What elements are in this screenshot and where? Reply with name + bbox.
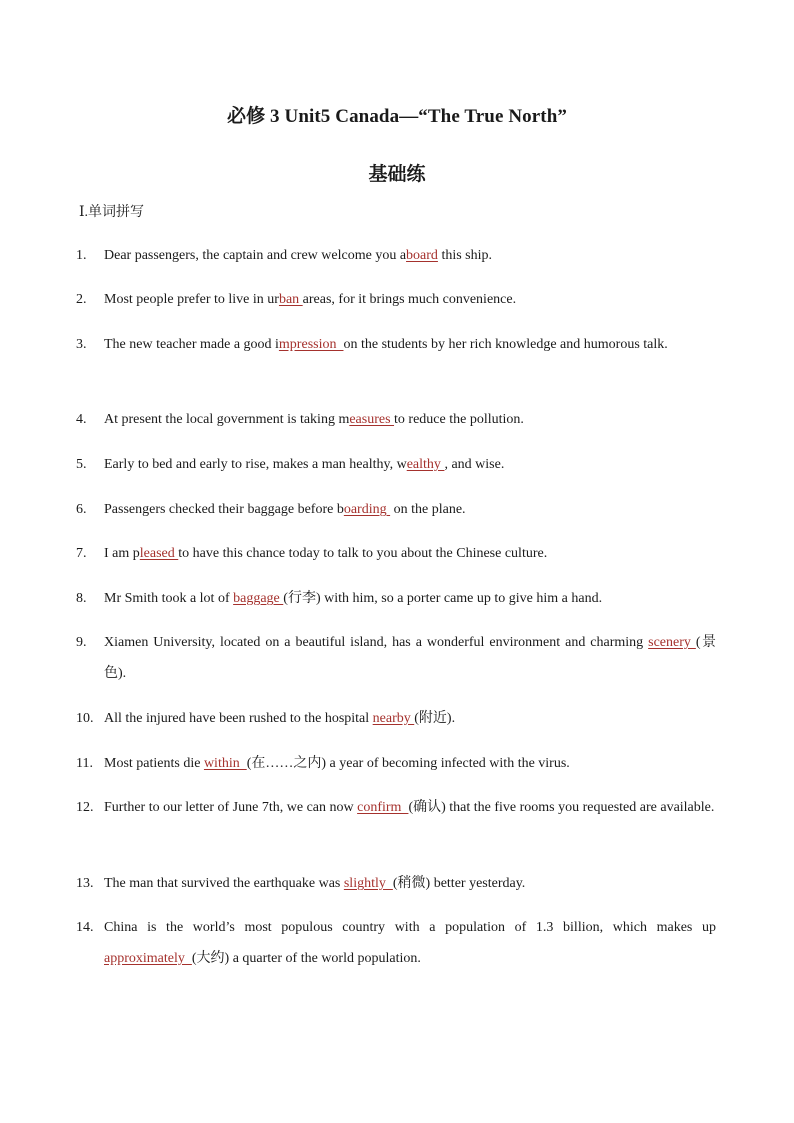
item-text-before: I am p: [104, 546, 140, 561]
item-answer: mpression: [278, 337, 344, 352]
item-text-before: Xiamen University, located on a beautiful island, has a wonderful environment and charming: [104, 635, 649, 650]
section-heading: Ⅰ.单词拼写: [79, 205, 145, 220]
item-text-before: Dear passengers, the captain and crew welcome you a: [104, 248, 407, 263]
item-text-after: (行李) with him, so a porter came up to give him a hand.: [283, 591, 603, 606]
exercise-item: [76, 912, 716, 974]
exercise-item: [76, 240, 716, 271]
item-text-before: China is the world’s most populous country with a population of 1.3 billion, which makes up: [104, 920, 716, 935]
item-answer: approximately: [104, 951, 192, 966]
item-answer: nearby: [372, 711, 415, 726]
item-number: 9.: [76, 635, 87, 650]
item-text-after: (附近).: [414, 711, 456, 726]
item-number: 4.: [76, 412, 87, 427]
page-subtitle: 基础练: [368, 164, 426, 185]
item-text-after: on the students by her rich knowledge and humorous talk.: [343, 337, 668, 352]
item-text-before: All the injured have been rushed to the hospital: [104, 711, 373, 726]
item-text-after: to reduce the pollution.: [394, 412, 524, 427]
item-answer: ealthy: [406, 457, 445, 472]
item-number: 3.: [76, 337, 87, 352]
item-text-before: Further to our letter of June 7th, we can now: [104, 800, 358, 815]
item-number: 5.: [76, 457, 87, 472]
item-text-after: areas, for it brings much convenience.: [302, 292, 517, 307]
item-text-after: on the plane.: [390, 502, 466, 517]
item-text-before: Passengers checked their baggage before b: [104, 502, 344, 517]
exercise-item: [76, 868, 716, 899]
exercise-item: [76, 703, 716, 734]
page-title: 必修 3 Unit5 Canada—“The True North”: [227, 106, 567, 127]
item-text-after: (在……之内) a year of becoming infected with the virus.: [246, 756, 570, 771]
item-answer: slightly: [343, 876, 393, 891]
item-answer: leased: [139, 546, 179, 561]
item-answer: within: [203, 756, 247, 771]
exercise-item: [76, 404, 716, 435]
item-text-before: Early to bed and early to rise, makes a man healthy, w: [104, 457, 407, 472]
item-text-before: The new teacher made a good i: [104, 337, 279, 352]
item-number: 12.: [76, 800, 94, 815]
item-answer: board: [406, 248, 438, 263]
item-text-after: to have this chance today to talk to you about the Chinese culture.: [178, 546, 548, 561]
item-number: 13.: [76, 876, 94, 891]
item-text-before: Mr Smith took a lot of: [104, 591, 234, 606]
item-text-before: At present the local government is taking m: [104, 412, 350, 427]
exercise-item: [76, 494, 716, 525]
item-answer: oarding: [343, 502, 391, 517]
item-answer: ban: [278, 292, 303, 307]
item-text-after: (大约) a quarter of the world population.: [191, 951, 421, 966]
exercise-item: [76, 449, 716, 480]
item-answer: scenery: [648, 635, 696, 650]
item-text-after: (稍微) better yesterday.: [392, 876, 526, 891]
exercise-item: [76, 583, 716, 614]
item-number: 14.: [76, 920, 94, 935]
exercise-item: [76, 748, 716, 779]
item-number: 11.: [76, 756, 93, 771]
item-answer: easures: [349, 412, 395, 427]
item-number: 6.: [76, 502, 87, 517]
item-number: 7.: [76, 546, 87, 561]
item-number: 10.: [76, 711, 94, 726]
item-text-before: Most people prefer to live in ur: [104, 292, 279, 307]
item-text-after: , and wise.: [444, 457, 505, 472]
exercise-item: [76, 538, 716, 569]
exercise-item: [76, 627, 716, 689]
item-answer: baggage: [233, 591, 284, 606]
item-text-after: (景色).: [104, 635, 716, 681]
item-number: 8.: [76, 591, 87, 606]
exercise-item: [76, 329, 716, 360]
item-number: 2.: [76, 292, 87, 307]
item-number: 1.: [76, 248, 87, 263]
item-text-before: Most patients die: [104, 756, 204, 771]
item-text-before: The man that survived the earthquake was: [104, 876, 344, 891]
exercise-item: [76, 284, 716, 315]
item-text-after: this ship.: [437, 248, 493, 263]
exercise-item: [76, 792, 716, 823]
item-text-after: (确认) that the five rooms you requested are available.: [408, 800, 715, 815]
item-answer: confirm: [357, 800, 409, 815]
